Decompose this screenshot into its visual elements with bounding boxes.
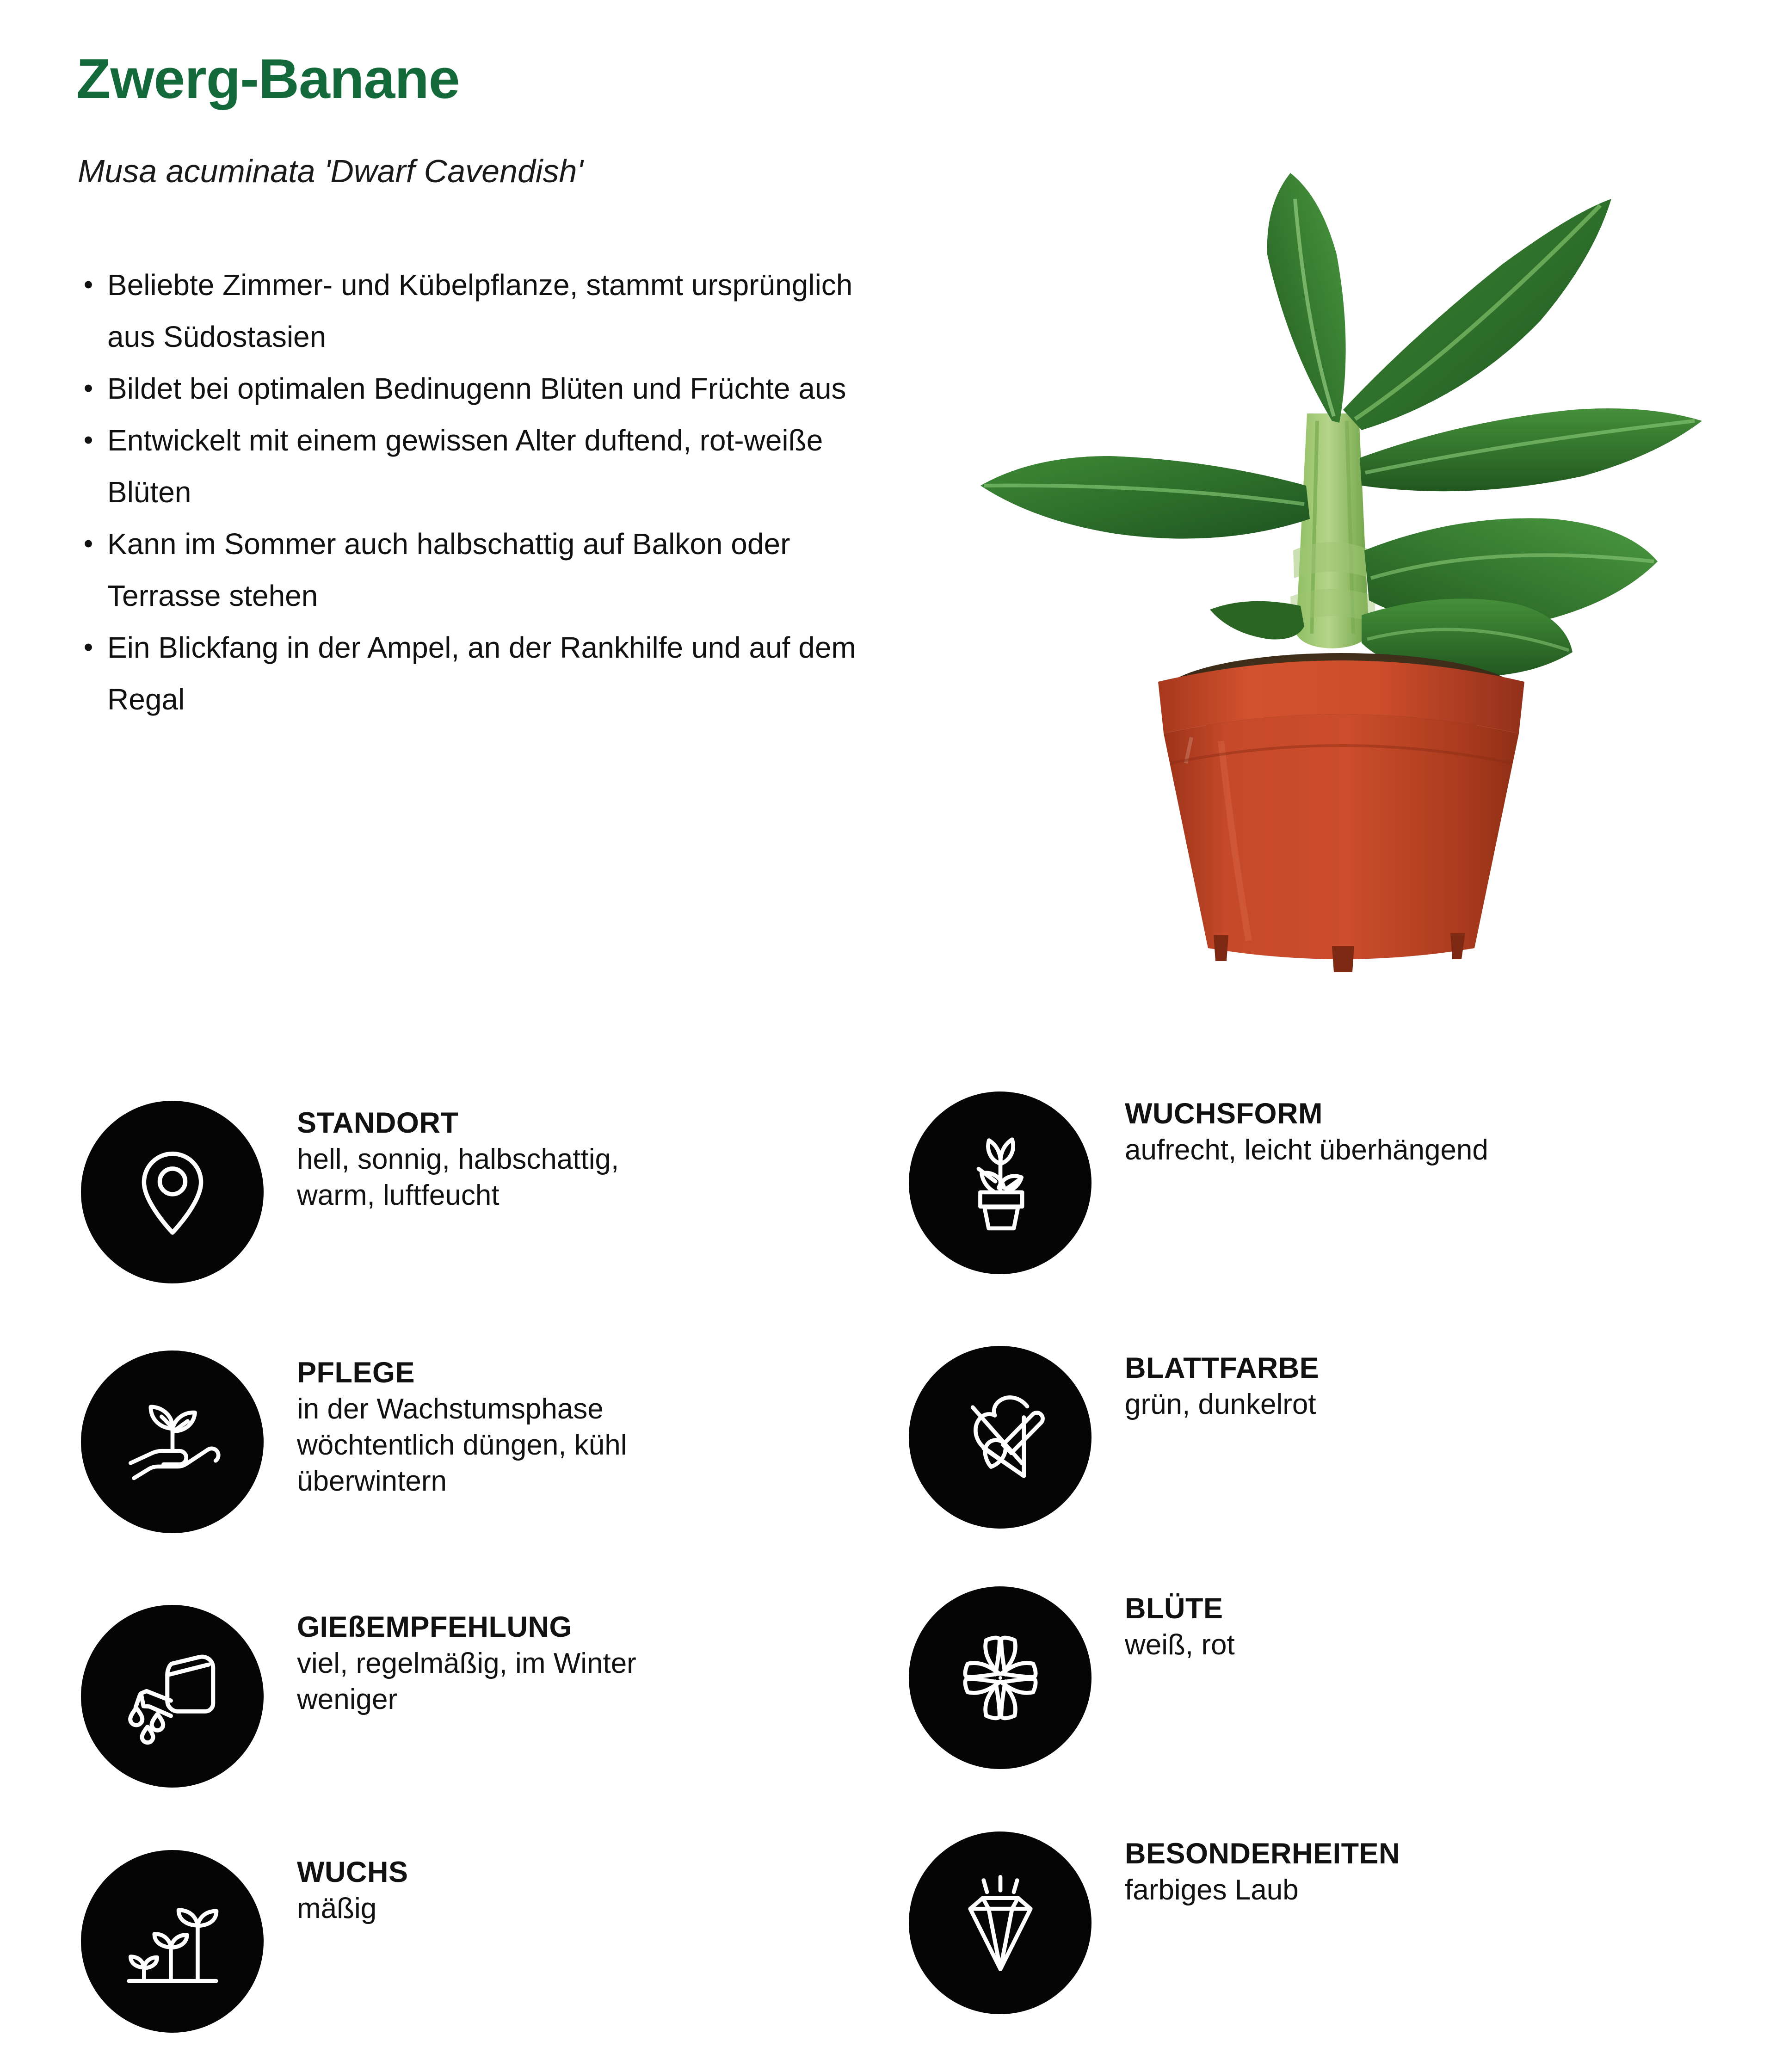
growth-steps-icon [81,1850,264,2033]
flower-icon [909,1586,1092,1769]
fact-label: BLATTFARBE [1125,1352,1320,1384]
list-item-text: Entwickelt mit einem gewissen Alter duftend, rot-weiße Blüten [107,424,823,509]
fact-text [264,1350,627,1499]
fact-blattfarbe [909,1346,1319,1529]
fact-wuchsform [909,1092,1488,1274]
bullet-marker-icon: • [83,425,93,455]
bullet-marker-icon: • [83,529,93,559]
list-item-text: Kann im Sommer auch halbschattig auf Balkon oder Terrasse stehen [107,527,790,612]
fact-value: in der Wachstumsphase wöchtentlich düngen, kühl überwintern [297,1393,627,1497]
fact-label: WUCHS [297,1856,408,1888]
list-item [69,414,902,518]
diamond-icon [909,1832,1092,2014]
fact-label: STANDORT [297,1107,459,1139]
fact-value: farbiges Laub [1125,1874,1299,1906]
fact-value: mäßig [297,1893,377,1924]
watering-can-icon [81,1605,264,1788]
fact-value: viel, regelmäßig, im Winter weniger [297,1647,636,1715]
fact-label: BESONDERHEITEN [1125,1838,1400,1870]
potted-plant-icon [909,1092,1092,1274]
feature-bullet-list [69,259,902,725]
bullet-marker-icon: • [83,632,93,662]
list-item [69,518,902,622]
bullet-marker-icon: • [83,270,93,300]
plant-photo [944,116,1739,1013]
hand-sprout-icon [81,1350,264,1533]
page-title: Zwerg-Banane [76,47,460,110]
list-item-text: Bildet bei optimalen Bedinugenn Blüten und Früchte aus [107,372,846,405]
fact-text [1092,1346,1319,1423]
fact-besonderheiten [909,1832,1400,2014]
list-item [69,363,902,414]
fact-text [264,1850,408,1927]
fact-value: aufrecht, leicht überhängend [1125,1134,1488,1166]
fact-bluete [909,1586,1235,1769]
list-item [69,622,902,725]
list-item [69,259,902,363]
fact-giessempfehlung [81,1605,636,1788]
fact-value: hell, sonnig, halbschattig, warm, luftfeucht [297,1143,619,1211]
fact-label: GIEßEMPFEHLUNG [297,1611,573,1643]
location-pin-icon [81,1101,264,1283]
leaf-brush-icon [909,1346,1092,1529]
fact-standort [81,1101,619,1283]
fact-text [1092,1092,1488,1168]
fact-text [264,1605,636,1718]
list-item-text: Beliebte Zimmer- und Kübelpflanze, stammt ursprünglich aus Südostasien [107,268,853,353]
botanical-name: Musa acuminata 'Dwarf Cavendish' [78,153,583,189]
list-item-text: Ein Blickfang in der Ampel, an der Rankhilfe und auf dem Regal [107,631,856,716]
fact-label: PFLEGE [297,1357,415,1389]
fact-wuchs [81,1850,408,2033]
bullet-marker-icon: • [83,373,93,403]
fact-text [1092,1586,1235,1663]
fact-text [1092,1832,1400,1908]
fact-value: grün, dunkelrot [1125,1388,1316,1420]
fact-label: WUCHSFORM [1125,1098,1323,1130]
fact-text [264,1101,619,1214]
fact-label: BLÜTE [1125,1592,1223,1625]
fact-value: weiß, rot [1125,1629,1235,1661]
fact-pflege [81,1350,627,1533]
